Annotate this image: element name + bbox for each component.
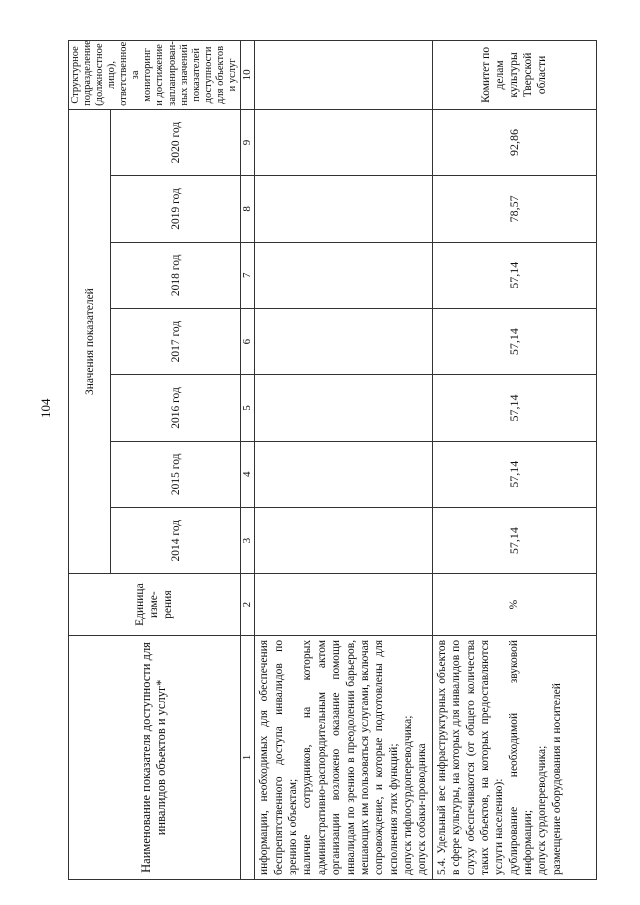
column-number: 3 (240, 507, 254, 573)
column-number: 9 (240, 109, 254, 175)
value-cell (255, 507, 433, 573)
row-responsible (255, 41, 433, 110)
description-line: дублирование необходимой звуковой информации; (507, 639, 535, 875)
row-unit (255, 574, 433, 636)
value-cell (255, 308, 433, 374)
header-year-2018: 2018 год (111, 242, 240, 308)
header-values-group: Значения показателей (69, 109, 111, 574)
row-responsible: Комитет по делам культуры Тверской области (432, 41, 596, 110)
header-year-2015: 2015 год (111, 441, 240, 507)
header-year-2019: 2019 год (111, 176, 240, 242)
value-cell: 57,14 (432, 507, 596, 573)
value-cell: 78,57 (432, 176, 596, 242)
column-number: 1 (240, 635, 254, 879)
description-line: допуск сурдопереводчика; (536, 745, 549, 875)
description-line: размещение оборудования и носителей (550, 683, 563, 875)
table-row (255, 41, 433, 880)
table-row (432, 41, 596, 880)
value-cell: 57,14 (432, 308, 596, 374)
value-cell: 92,86 (432, 109, 596, 175)
row-description (255, 635, 433, 879)
column-number-row (240, 41, 254, 880)
value-cell (255, 176, 433, 242)
indicators-table (68, 40, 597, 880)
row-description (432, 635, 596, 879)
value-cell (255, 242, 433, 308)
header-unit: Единица изме- рения (69, 574, 241, 636)
header-year-2016: 2016 год (111, 375, 240, 441)
value-cell (255, 109, 433, 175)
value-cell: 57,14 (432, 242, 596, 308)
column-number: 10 (240, 41, 254, 110)
column-number: 6 (240, 308, 254, 374)
description-line: наличие сотрудников, на которых административно-распорядительным актом организации возложено оказание помощи инвалидам по зрению в преодолении барьеров, мешающих им пользоваться услугами, включая сопровождение, и которые подготовлены для исполнения этих функций; (301, 639, 400, 875)
row-unit: % (432, 574, 596, 636)
column-number: 5 (240, 375, 254, 441)
value-cell: 57,14 (432, 375, 596, 441)
header-year-2020: 2020 год (111, 109, 240, 175)
header-year-2017: 2017 год (111, 308, 240, 374)
value-cell (255, 441, 433, 507)
value-cell: 57,14 (432, 441, 596, 507)
value-cell (255, 375, 433, 441)
column-number: 4 (240, 441, 254, 507)
description-line: допуск собаки-проводника (416, 743, 429, 875)
description-line: допуск тифлосурдопереводчика; (402, 715, 415, 875)
header-responsible: Структурное подразделение (должностное лицо), ответственное за мониторинг и достижение запланирован- ных значений показателей доступности для объектов и услуг (69, 41, 241, 110)
column-number: 7 (240, 242, 254, 308)
rotated-table-container (68, 40, 576, 880)
description-line: 5.4. Удельный вес инфраструктурных объектов в сфере культуры, на которых для инвалидов по слуху обеспечиваются (от общего количества таких объектов, на которых предоставляются услуги населению): (435, 639, 506, 875)
column-number: 8 (240, 176, 254, 242)
header-indicator-name: Наименование показателя доступности для инвалидов объектов и услуг* (69, 635, 241, 879)
page-number: 104 (38, 398, 53, 418)
header-year-2014: 2014 год (111, 507, 240, 573)
column-number: 2 (240, 574, 254, 636)
description-line: информации, необходимых для обеспечения беспрепятственного доступа инвалидов по зрению к объектам; (258, 639, 300, 875)
